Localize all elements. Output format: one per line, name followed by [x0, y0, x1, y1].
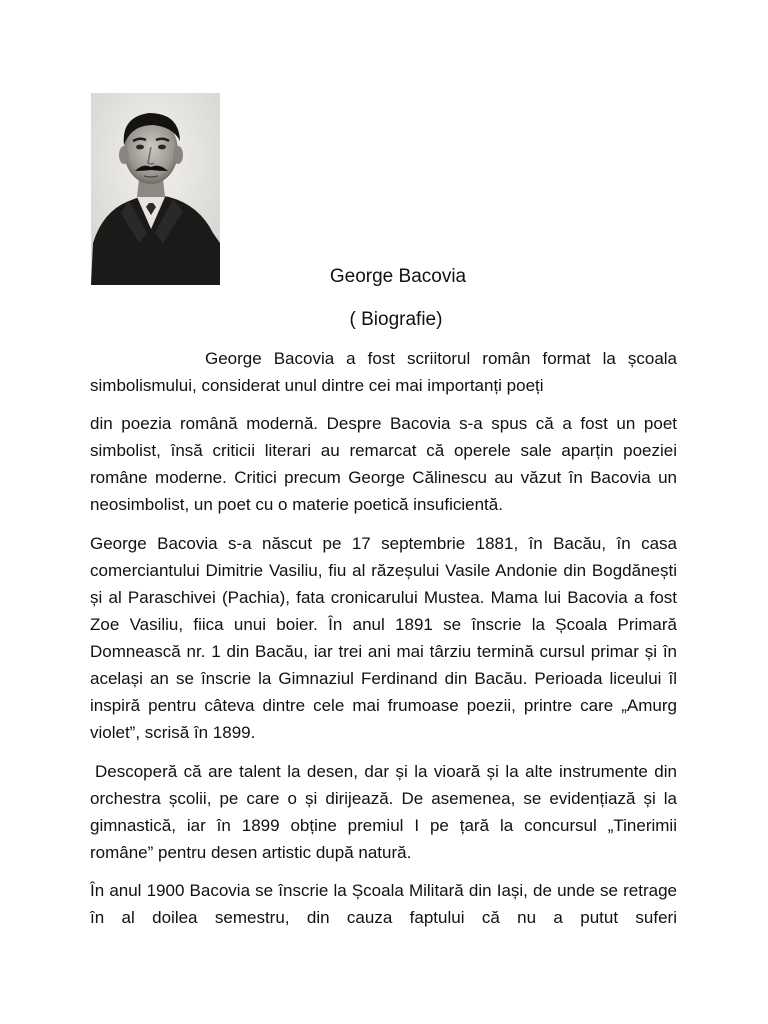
document-title: George Bacovia	[329, 266, 467, 287]
portrait-photo	[91, 93, 220, 285]
paragraph-text: George Bacovia a fost scriitorul român format la școala simbolismului, considerat unul dintre cei mai importanți poeți	[90, 349, 677, 395]
paragraph-birth	[90, 530, 677, 746]
paragraph-critics	[90, 410, 677, 518]
paragraph-text: În anul 1900 Bacovia se înscrie la Școala Militară din Iași, de unde se retrage în al doilea semestru, din cauza faptului că nu a putut suferi	[90, 881, 677, 927]
paragraph-talents	[90, 758, 677, 866]
paragraph-military-school	[90, 877, 677, 931]
paragraph-intro	[90, 345, 677, 399]
paragraph-text: Descoperă că are talent la desen, dar și la vioară și la alte instrumente din orchestra școlii, pe care o și dirijează. De asemenea, se evidențiază și la gimnastică, iar în 1899 obține premiul I pe țară la concursul „Tinerimii române” pentru desen artistic după natură.	[90, 762, 677, 862]
paragraph-text: din poezia română modernă. Despre Bacovia s-a spus că a fost un poet simbolist, însă criticii literari au remarcat că operele sale aparțin poeziei române moderne. Critici precum George Călinescu au văzut în Bacovia un neosimbolist, un poet cu o materie poetică insuficientă.	[90, 414, 677, 514]
paragraph-text: George Bacovia s-a născut pe 17 septembrie 1881, în Bacău, în casa comerciantului Dimitrie Vasiliu, fiu al răzeșului Vasile Andonie din Bogdănești și al Paraschivei (Pachia), fata cronicarului Mustea. Mama lui Bacovia a fost Zoe Vasiliu, fiica unui boier. În anul 1891 se înscrie la Școala Primară Domnească nr. 1 din Bacău, iar trei ani mai târziu termină cursul primar și în același an se înscrie la Gimnaziul Ferdinand din Bacău. Perioada liceului îl inspiră pentru câteva dintre cele mai frumoase poezii, printre care „Amurg violet”, scrisă în 1899.	[90, 534, 677, 742]
document-subtitle: ( Biografie)	[349, 309, 443, 330]
